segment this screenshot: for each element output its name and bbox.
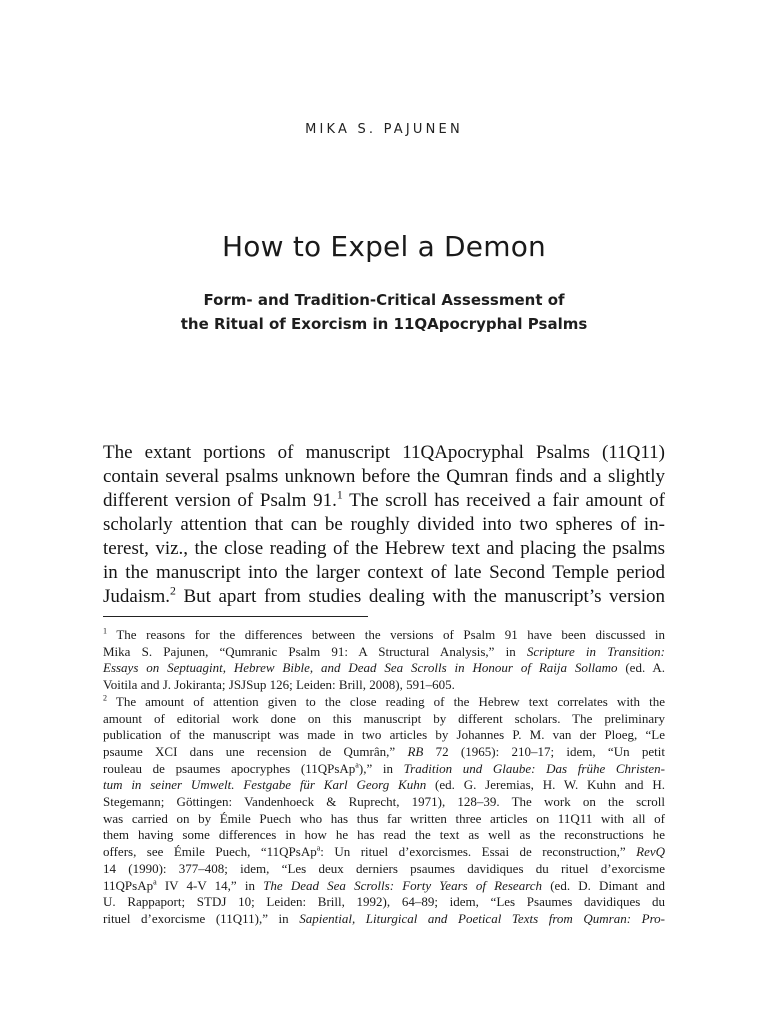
footnote-text: (ed. G. Jeremias, H. W. Kuhn and H. bbox=[426, 777, 665, 793]
superscript: a bbox=[316, 843, 321, 853]
body-line bbox=[103, 489, 665, 513]
superscript: a bbox=[355, 760, 359, 770]
footnote-italic: Essays on Septuagint, Hebrew Bible, and Dead Sea Scrolls in Honour of Raija Sollamo bbox=[103, 660, 618, 676]
footnote-line: 14 (1990): 377–408; idem, “Les deux derniers psaumes davidiques du rituel d’exorcisme bbox=[103, 860, 665, 876]
footnote-ref[interactable]: 1 bbox=[336, 488, 343, 502]
footnote-line: them having some differences in how he has read the text as well as the reconstructions he bbox=[103, 827, 665, 843]
body-text-run: Judaism. bbox=[103, 586, 171, 607]
body-text-run: But apart from studies dealing with the manuscript’s version bbox=[175, 586, 665, 607]
footnote-text: Mika S. Pajunen, “Qumranic Psalm 91: A Structural Analysis,” in bbox=[103, 643, 527, 659]
footnote-italic: Scripture in Transition: bbox=[526, 643, 665, 659]
footnote-text: (ed. A. bbox=[617, 660, 666, 676]
footnote-text: rouleau de psaumes apocryphes (11QPsAp bbox=[103, 760, 356, 776]
body-line: terest, viz., the close reading of the Hebrew text and placing the psalms bbox=[103, 538, 665, 559]
footnote-text: The reasons for the differences between the versions of Psalm 91 have been discussed in bbox=[107, 627, 665, 642]
article-title: How to Expel a Demon bbox=[222, 230, 546, 263]
footnote-line: U. Rappaport; STDJ 10; Leiden: Brill, 1992), 64–89; idem, “Les Psaumes davidiques du bbox=[103, 894, 665, 910]
footnote-text: offers, see Émile Puech, “11QPsAp bbox=[103, 844, 317, 860]
footnotes bbox=[103, 627, 665, 928]
footnote-italic: RB bbox=[407, 743, 424, 759]
footnote-line bbox=[103, 660, 665, 677]
footnote-italic: Tradition und Glaube: Das frühe Christen- bbox=[403, 760, 665, 776]
footnote-line bbox=[103, 744, 665, 761]
body-text-run: The scroll has received a fair amount of bbox=[342, 490, 665, 511]
footnote-line: amount of editorial work done on this manuscript by different scholars. The preliminary bbox=[103, 710, 665, 726]
footnote-line bbox=[103, 627, 665, 644]
article-subtitle bbox=[0, 288, 768, 336]
footnote-text: (ed. D. Dimant and bbox=[542, 877, 665, 893]
footnote-line bbox=[103, 844, 665, 861]
footnote-number: 1 bbox=[103, 626, 108, 636]
body-text-run: different version of Psalm 91. bbox=[103, 490, 337, 511]
footnote-text: 72 (1965): 210–17; idem, “Un petit bbox=[423, 743, 665, 759]
footnote-text: psaume XCI dans une recension de Qumrân,” bbox=[103, 743, 408, 759]
body-line: contain several psalms unknown before the Qumran finds and a slightly bbox=[103, 466, 665, 487]
footnote-line: Voitila and J. Jokiranta; JSJSup 126; Leiden: Brill, 2008), 591–605. bbox=[103, 677, 455, 693]
body-line bbox=[103, 585, 665, 609]
author-name: MIKA S. PAJUNEN bbox=[305, 122, 463, 137]
footnote-text: The amount of attention given to the close reading of the Hebrew text correlates with the bbox=[107, 693, 665, 709]
body-line: in the manuscript into the larger context of late Second Temple period bbox=[103, 562, 665, 583]
footnote-line bbox=[103, 644, 665, 661]
body-line: The extant portions of manuscript 11QApocryphal Psalms (11Q11) bbox=[103, 442, 665, 463]
footnote-text: ),” in bbox=[358, 760, 404, 776]
footnote-text: IV 4-V 14,” in bbox=[156, 877, 264, 893]
footnote-line bbox=[103, 761, 665, 778]
footnote-number: 2 bbox=[103, 693, 108, 703]
footnote-line: was carried on by Émile Puech who has thus far written three articles on 11Q11 with all of bbox=[103, 810, 665, 826]
superscript: a bbox=[153, 877, 157, 887]
body-paragraph bbox=[103, 441, 665, 609]
subtitle-line: Form- and Tradition-Critical Assessment of bbox=[203, 291, 565, 309]
footnote-divider bbox=[103, 616, 368, 617]
subtitle-line: the Ritual of Exorcism in 11QApocryphal Psalms bbox=[180, 315, 588, 333]
footnote-line bbox=[103, 911, 665, 928]
footnote-line bbox=[103, 694, 665, 711]
footnote-line bbox=[103, 777, 665, 794]
footnote-text: 11QPsAp bbox=[103, 877, 154, 893]
body-line: scholarly attention that can be roughly divided into two spheres of in- bbox=[103, 514, 665, 535]
footnote-ref[interactable]: 2 bbox=[170, 584, 176, 598]
footnote-text: : Un rituel d’exorcismes. Essai de reconstruction,” bbox=[320, 844, 637, 860]
footnote-text: rituel d’exorcisme (11Q11),” in bbox=[103, 910, 300, 926]
footnote-italic: The Dead Sea Scrolls: Forty Years of Research bbox=[263, 877, 543, 893]
footnote-line bbox=[103, 878, 665, 895]
footnote-line: Stegemann; Göttingen: Vandenhoeck & Ruprecht, 1971), 128–39. The work on the scroll bbox=[103, 794, 665, 810]
footnote-italic: tum in seiner Umwelt. Festgabe für Karl Georg Kuhn bbox=[103, 777, 427, 793]
footnote-line: publication of the manuscript was made in two articles by Johannes P. M. van der Ploeg, “Le bbox=[103, 727, 665, 743]
footnote-italic: Sapiential, Liturgical and Poetical Texts from Qumran: Pro- bbox=[299, 910, 665, 926]
footnote-italic: RevQ bbox=[636, 844, 665, 860]
